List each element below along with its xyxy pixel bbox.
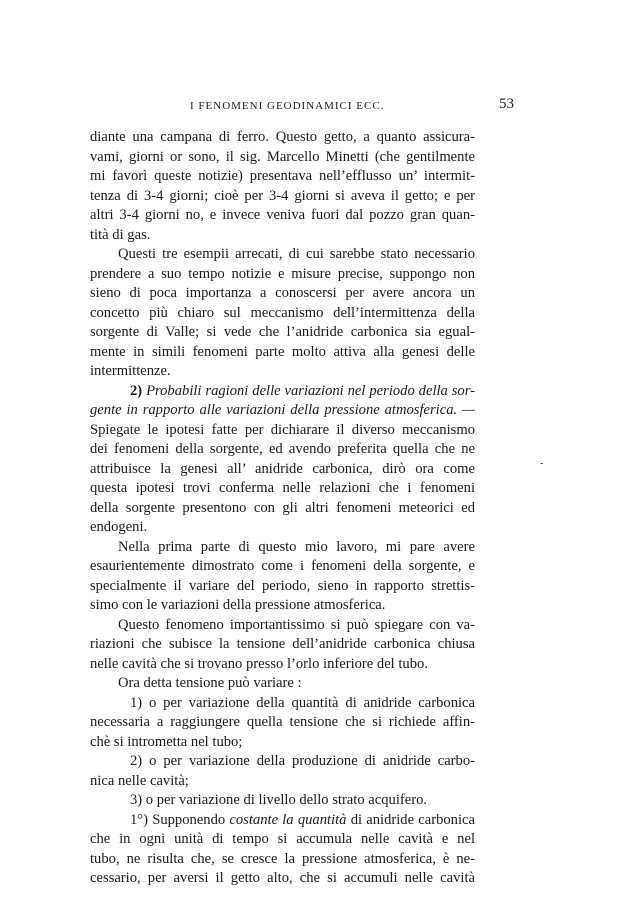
text-line: tità di gas. bbox=[90, 226, 151, 243]
text-line: riazioni che subisce la tensione dell’anidride carbonica chiusa bbox=[90, 636, 475, 652]
text-line: 2) o per variazione della produzione di anidride carbo- bbox=[130, 753, 475, 769]
text-line bbox=[90, 811, 475, 831]
text-line: 1) o per variazione della quantità di anidride carbonica bbox=[130, 694, 475, 711]
text-line: prendere a suo tempo notizie e misure precise, suppongo non bbox=[90, 265, 475, 282]
text-line: questa ipotesi trovi conferma nelle relazioni che i fenomeni bbox=[90, 480, 475, 496]
text-line: mente in simili fenomeni parte molto attiva alla genesi delle bbox=[90, 343, 475, 360]
page-number: 53 bbox=[499, 96, 514, 112]
text-line: intermittenze. bbox=[90, 363, 171, 379]
page-header bbox=[90, 96, 514, 116]
text-line: che in ogni unità di tempo si accumula nelle cavità e nel bbox=[90, 831, 475, 847]
text-line: della sorgente presentono con gli altri fenomeni meteorici ed bbox=[90, 499, 475, 516]
item-marker: 1°) bbox=[130, 811, 148, 828]
text-line: dei fenomeni della sorgente, ed avendo preferita quella che ne bbox=[90, 441, 475, 457]
text-line: specialmente il variare del periodo, sieno in rapporto strettis- bbox=[90, 577, 475, 594]
text-segment: Supponendo bbox=[152, 811, 226, 828]
running-title: I FENOMENI GEODINAMICI ECC. bbox=[190, 100, 385, 112]
text-line: concetto più chiaro sul meccanismo dell’intermittenza della bbox=[90, 304, 475, 321]
text-line: tubo, ne risulta che, se cresce la pressione atmosferica, è ne- bbox=[90, 850, 475, 867]
section-heading-line bbox=[90, 401, 475, 421]
text-line: Ora detta tensione può variare : bbox=[118, 675, 302, 691]
text-line: tenza di 3-4 giorni; cioè per 3-4 giorni si aveva il getto; e per bbox=[90, 187, 475, 204]
text-segment: di anidride carbonica bbox=[350, 811, 475, 828]
text-line: sieno di poca importanza a conoscersi per avere ancora un bbox=[90, 285, 475, 301]
text-line: cessario, per aversi il getto alto, che si accumuli nelle cavità bbox=[90, 870, 475, 886]
text-line: vami, giorni or sono, il sig. Marcello Minetti (che gentilmente bbox=[90, 148, 475, 165]
body-text bbox=[90, 128, 475, 889]
text-line: 3) o per variazione di livello dello strato acquifero. bbox=[130, 792, 428, 808]
text-line: chè si intrometta nel tubo; bbox=[90, 733, 243, 750]
text-line: Spiegate le ipotesi fatte per dichiarare il diverso meccanismo bbox=[90, 421, 475, 438]
section-title: Probabili ragioni delle variazioni nel periodo della sor- bbox=[146, 382, 475, 399]
text-line: Questi tre esempii arrecati, di cui sarebbe stato necessario bbox=[118, 246, 475, 262]
text-line: mi favorì queste notizie) presentava nell’efflusso un’ intermit- bbox=[90, 168, 475, 184]
text-line: Nella prima parte di questo mio lavoro, mi pare avere bbox=[118, 538, 475, 555]
text-line: diante una campana di ferro. Questo getto, a quanto assicura- bbox=[90, 129, 475, 145]
text-line: attribuisce la genesi all’ anidride carbonica, dirò ora come bbox=[90, 460, 475, 477]
text-line: simo con le variazioni della pressione atmosferica. bbox=[90, 597, 386, 613]
section-title-cont: gente in rapporto alle variazioni della pressione atmosferica. — bbox=[90, 402, 475, 418]
text-line: nelle cavità che si trovano presso l’orlo inferiore del tubo. bbox=[90, 655, 428, 672]
text-line: endogeni. bbox=[90, 519, 148, 535]
text-line: nica nelle cavità; bbox=[90, 772, 189, 789]
margin-mark: - bbox=[540, 458, 544, 469]
text-line: esaurientemente dimostrato come i fenomeni della sorgente, e bbox=[90, 558, 475, 574]
text-line: necessaria a raggiungere quella tensione che si richiede affin- bbox=[90, 714, 475, 730]
italic-phrase: costante la quantità bbox=[229, 811, 347, 828]
text-line: altri 3-4 giorni no, e invece veniva fuori dal pozzo gran quan- bbox=[90, 207, 475, 223]
section-number: 2) bbox=[130, 382, 143, 399]
text-line: Questo fenomeno importantissimo si può spiegare con va- bbox=[118, 616, 475, 633]
text-line: sorgente di Valle; si vede che l’anidride carbonica sia egual- bbox=[90, 324, 475, 340]
section-heading-line bbox=[90, 382, 475, 402]
